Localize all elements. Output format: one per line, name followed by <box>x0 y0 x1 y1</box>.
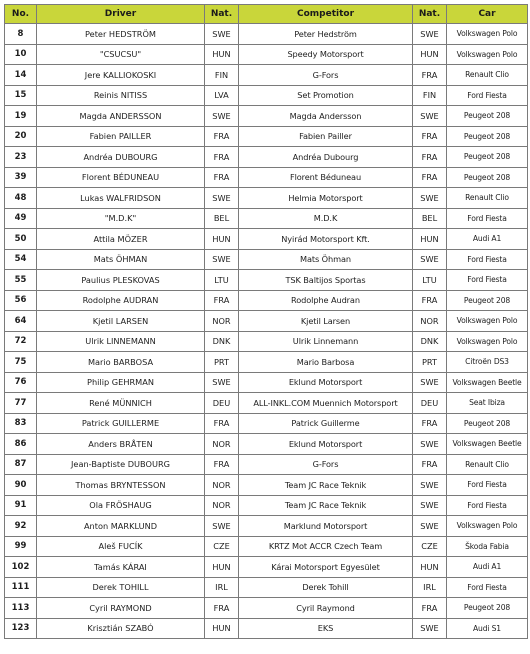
table-row <box>5 249 528 270</box>
cell-competitor-nat: SWE <box>413 188 447 209</box>
cell-competitor: Ulrik Linnemann <box>239 331 413 352</box>
table-row <box>5 167 528 188</box>
cell-driver: Magda ANDERSSON <box>37 106 205 127</box>
cell-competitor-nat: SWE <box>413 24 447 45</box>
cell-competitor-nat: SWE <box>413 516 447 537</box>
cell-driver-nat: LTU <box>205 270 239 291</box>
cell-no: 10 <box>5 44 37 65</box>
cell-driver-nat: FRA <box>205 147 239 168</box>
header-competitor: Competitor <box>239 5 413 24</box>
table-row <box>5 372 528 393</box>
cell-car: Peugeot 208 <box>447 167 528 188</box>
cell-competitor: Fabien Pailler <box>239 126 413 147</box>
cell-competitor: G-Fors <box>239 454 413 475</box>
cell-competitor: Team JC Race Teknik <box>239 495 413 516</box>
cell-competitor: Speedy Motorsport <box>239 44 413 65</box>
cell-competitor: Set Promotion <box>239 85 413 106</box>
cell-driver: René MÜNNICH <box>37 393 205 414</box>
cell-car: Volkswagen Polo <box>447 516 528 537</box>
cell-competitor-nat: FRA <box>413 290 447 311</box>
cell-driver: Tamás KÁRAI <box>37 557 205 578</box>
cell-competitor-nat: FRA <box>413 147 447 168</box>
cell-competitor-nat: SWE <box>413 475 447 496</box>
cell-driver-nat: FRA <box>205 598 239 619</box>
cell-car: Audi A1 <box>447 557 528 578</box>
cell-driver: Kjetil LARSEN <box>37 311 205 332</box>
cell-driver: Anders BRÅTEN <box>37 434 205 455</box>
cell-driver: Mats ÖHMAN <box>37 249 205 270</box>
cell-driver-nat: SWE <box>205 24 239 45</box>
cell-competitor: Mario Barbosa <box>239 352 413 373</box>
cell-no: 102 <box>5 557 37 578</box>
cell-car: Peugeot 208 <box>447 147 528 168</box>
cell-driver: Reinis NITISS <box>37 85 205 106</box>
header-row <box>5 5 528 24</box>
cell-driver-nat: DEU <box>205 393 239 414</box>
table-row <box>5 147 528 168</box>
cell-competitor: M.D.K <box>239 208 413 229</box>
cell-competitor-nat: FRA <box>413 454 447 475</box>
cell-competitor: G-Fors <box>239 65 413 86</box>
cell-competitor-nat: HUN <box>413 44 447 65</box>
cell-driver-nat: SWE <box>205 249 239 270</box>
cell-competitor: Patrick Guillerme <box>239 413 413 434</box>
cell-driver-nat: BEL <box>205 208 239 229</box>
cell-competitor: Kárai Motorsport Egyesület <box>239 557 413 578</box>
header-car: Car <box>447 5 528 24</box>
cell-no: 87 <box>5 454 37 475</box>
table-row <box>5 311 528 332</box>
cell-competitor-nat: PRT <box>413 352 447 373</box>
cell-driver: Ulrik LINNEMANN <box>37 331 205 352</box>
cell-competitor: Marklund Motorsport <box>239 516 413 537</box>
cell-competitor-nat: FRA <box>413 126 447 147</box>
cell-driver-nat: HUN <box>205 618 239 639</box>
cell-car: Ford Fiesta <box>447 249 528 270</box>
cell-competitor-nat: FIN <box>413 85 447 106</box>
cell-driver: Anton MARKLUND <box>37 516 205 537</box>
cell-no: 113 <box>5 598 37 619</box>
cell-car: Audi S1 <box>447 618 528 639</box>
cell-no: 56 <box>5 290 37 311</box>
cell-driver-nat: PRT <box>205 352 239 373</box>
header-driver: Driver <box>37 5 205 24</box>
cell-driver-nat: NOR <box>205 495 239 516</box>
cell-driver: Jean-Baptiste DUBOURG <box>37 454 205 475</box>
cell-driver: Derek TOHILL <box>37 577 205 598</box>
cell-no: 75 <box>5 352 37 373</box>
cell-competitor-nat: DNK <box>413 331 447 352</box>
cell-car: Citroën DS3 <box>447 352 528 373</box>
cell-driver: Lukas WALFRIDSON <box>37 188 205 209</box>
cell-competitor: Team JC Race Teknik <box>239 475 413 496</box>
cell-car: Renault Clio <box>447 454 528 475</box>
table-row <box>5 85 528 106</box>
cell-car: Peugeot 208 <box>447 126 528 147</box>
cell-driver: Krisztián SZABÓ <box>37 618 205 639</box>
cell-car: Volkswagen Polo <box>447 331 528 352</box>
cell-competitor-nat: HUN <box>413 557 447 578</box>
cell-car: Volkswagen Beetle <box>447 434 528 455</box>
cell-driver: Jere KALLIOKOSKI <box>37 65 205 86</box>
cell-no: 91 <box>5 495 37 516</box>
cell-competitor: ALL-INKL.COM Muennich Motorsport <box>239 393 413 414</box>
cell-driver-nat: FRA <box>205 290 239 311</box>
cell-driver: "CSUCSU" <box>37 44 205 65</box>
cell-competitor: Andréa Dubourg <box>239 147 413 168</box>
cell-driver-nat: FRA <box>205 413 239 434</box>
cell-driver: Rodolphe AUDRAN <box>37 290 205 311</box>
cell-no: 8 <box>5 24 37 45</box>
cell-competitor-nat: SWE <box>413 618 447 639</box>
cell-competitor: Magda Andersson <box>239 106 413 127</box>
cell-car: Seat Ibiza <box>447 393 528 414</box>
cell-driver: Ola FRÖSHAUG <box>37 495 205 516</box>
table-row <box>5 434 528 455</box>
cell-driver-nat: SWE <box>205 188 239 209</box>
cell-driver-nat: SWE <box>205 106 239 127</box>
cell-car: Ford Fiesta <box>447 475 528 496</box>
cell-no: 15 <box>5 85 37 106</box>
cell-no: 92 <box>5 516 37 537</box>
cell-competitor: Helmia Motorsport <box>239 188 413 209</box>
cell-competitor-nat: HUN <box>413 229 447 250</box>
cell-car: Volkswagen Polo <box>447 311 528 332</box>
cell-competitor-nat: FRA <box>413 413 447 434</box>
cell-no: 39 <box>5 167 37 188</box>
cell-competitor-nat: SWE <box>413 495 447 516</box>
cell-competitor-nat: SWE <box>413 372 447 393</box>
cell-competitor: Eklund Motorsport <box>239 434 413 455</box>
cell-driver-nat: HUN <box>205 229 239 250</box>
cell-driver: Cyril RAYMOND <box>37 598 205 619</box>
cell-driver: Thomas BRYNTESSON <box>37 475 205 496</box>
cell-competitor: Cyril Raymond <box>239 598 413 619</box>
cell-car: Peugeot 208 <box>447 290 528 311</box>
cell-driver: Andréa DUBOURG <box>37 147 205 168</box>
cell-driver-nat: CZE <box>205 536 239 557</box>
cell-competitor-nat: SWE <box>413 106 447 127</box>
cell-car: Ford Fiesta <box>447 270 528 291</box>
cell-no: 23 <box>5 147 37 168</box>
table-row <box>5 352 528 373</box>
cell-car: Renault Clio <box>447 65 528 86</box>
cell-car: Škoda Fabia <box>447 536 528 557</box>
table-row <box>5 229 528 250</box>
table-row <box>5 598 528 619</box>
cell-competitor: KRTZ Mot ACCR Czech Team <box>239 536 413 557</box>
cell-no: 123 <box>5 618 37 639</box>
cell-no: 111 <box>5 577 37 598</box>
cell-competitor-nat: BEL <box>413 208 447 229</box>
cell-driver-nat: FRA <box>205 167 239 188</box>
cell-competitor: Eklund Motorsport <box>239 372 413 393</box>
cell-competitor-nat: NOR <box>413 311 447 332</box>
table-row <box>5 126 528 147</box>
cell-driver: Paulius PLESKOVAS <box>37 270 205 291</box>
cell-car: Volkswagen Polo <box>447 44 528 65</box>
cell-competitor-nat: LTU <box>413 270 447 291</box>
cell-competitor-nat: FRA <box>413 598 447 619</box>
cell-competitor: EKS <box>239 618 413 639</box>
cell-no: 77 <box>5 393 37 414</box>
cell-no: 72 <box>5 331 37 352</box>
table-row <box>5 454 528 475</box>
cell-car: Volkswagen Beetle <box>447 372 528 393</box>
cell-driver-nat: FRA <box>205 454 239 475</box>
cell-no: 54 <box>5 249 37 270</box>
cell-car: Renault Clio <box>447 188 528 209</box>
cell-no: 86 <box>5 434 37 455</box>
cell-car: Ford Fiesta <box>447 577 528 598</box>
table-row <box>5 618 528 639</box>
table-row <box>5 106 528 127</box>
cell-driver: Aleš FUCÍK <box>37 536 205 557</box>
cell-driver-nat: NOR <box>205 475 239 496</box>
cell-driver: Patrick GUILLERME <box>37 413 205 434</box>
cell-competitor: Rodolphe Audran <box>239 290 413 311</box>
cell-competitor-nat: FRA <box>413 65 447 86</box>
cell-competitor-nat: SWE <box>413 434 447 455</box>
table-row <box>5 188 528 209</box>
table-row <box>5 270 528 291</box>
cell-competitor: Mats Öhman <box>239 249 413 270</box>
table-row <box>5 44 528 65</box>
cell-no: 83 <box>5 413 37 434</box>
cell-car: Peugeot 208 <box>447 413 528 434</box>
table-row <box>5 536 528 557</box>
cell-driver-nat: LVA <box>205 85 239 106</box>
table-row <box>5 208 528 229</box>
cell-car: Ford Fiesta <box>447 85 528 106</box>
table-row <box>5 393 528 414</box>
cell-competitor-nat: SWE <box>413 249 447 270</box>
table-row <box>5 475 528 496</box>
cell-driver: Philip GEHRMAN <box>37 372 205 393</box>
cell-driver-nat: HUN <box>205 557 239 578</box>
cell-no: 20 <box>5 126 37 147</box>
cell-car: Volkswagen Polo <box>447 24 528 45</box>
cell-competitor: Derek Tohill <box>239 577 413 598</box>
cell-driver-nat: SWE <box>205 372 239 393</box>
cell-no: 55 <box>5 270 37 291</box>
table-row <box>5 557 528 578</box>
cell-driver-nat: FRA <box>205 126 239 147</box>
cell-car: Ford Fiesta <box>447 208 528 229</box>
cell-competitor-nat: IRL <box>413 577 447 598</box>
header-competitor-nat: Nat. <box>413 5 447 24</box>
table-row <box>5 331 528 352</box>
cell-driver-nat: HUN <box>205 44 239 65</box>
entry-list <box>4 4 527 639</box>
cell-no: 50 <box>5 229 37 250</box>
cell-car: Peugeot 208 <box>447 106 528 127</box>
table-row <box>5 577 528 598</box>
cell-driver: Fabien PAILLER <box>37 126 205 147</box>
cell-driver-nat: NOR <box>205 311 239 332</box>
header-no: No. <box>5 5 37 24</box>
cell-competitor-nat: FRA <box>413 167 447 188</box>
table-row <box>5 516 528 537</box>
cell-no: 48 <box>5 188 37 209</box>
table-row <box>5 290 528 311</box>
cell-driver: Attila MÖZER <box>37 229 205 250</box>
cell-driver-nat: NOR <box>205 434 239 455</box>
cell-no: 90 <box>5 475 37 496</box>
cell-driver: "M.D.K" <box>37 208 205 229</box>
cell-competitor-nat: CZE <box>413 536 447 557</box>
table-row <box>5 24 528 45</box>
cell-no: 64 <box>5 311 37 332</box>
cell-driver-nat: DNK <box>205 331 239 352</box>
cell-no: 14 <box>5 65 37 86</box>
cell-driver: Mario BARBOSA <box>37 352 205 373</box>
cell-no: 49 <box>5 208 37 229</box>
header-driver-nat: Nat. <box>205 5 239 24</box>
cell-competitor: Nyirád Motorsport Kft. <box>239 229 413 250</box>
cell-no: 99 <box>5 536 37 557</box>
cell-car: Ford Fiesta <box>447 495 528 516</box>
entry-list-table <box>4 4 528 639</box>
cell-driver-nat: SWE <box>205 516 239 537</box>
cell-competitor: TSK Baltijos Sportas <box>239 270 413 291</box>
table-body <box>5 24 528 639</box>
table-row <box>5 495 528 516</box>
cell-competitor: Kjetil Larsen <box>239 311 413 332</box>
cell-car: Peugeot 208 <box>447 598 528 619</box>
cell-driver: Peter HEDSTRÖM <box>37 24 205 45</box>
cell-competitor: Florent Béduneau <box>239 167 413 188</box>
cell-no: 76 <box>5 372 37 393</box>
cell-car: Audi A1 <box>447 229 528 250</box>
cell-competitor: Peter Hedström <box>239 24 413 45</box>
cell-driver-nat: IRL <box>205 577 239 598</box>
table-row <box>5 65 528 86</box>
table-row <box>5 413 528 434</box>
cell-competitor-nat: DEU <box>413 393 447 414</box>
cell-driver-nat: FIN <box>205 65 239 86</box>
cell-no: 19 <box>5 106 37 127</box>
cell-driver: Florent BÉDUNEAU <box>37 167 205 188</box>
